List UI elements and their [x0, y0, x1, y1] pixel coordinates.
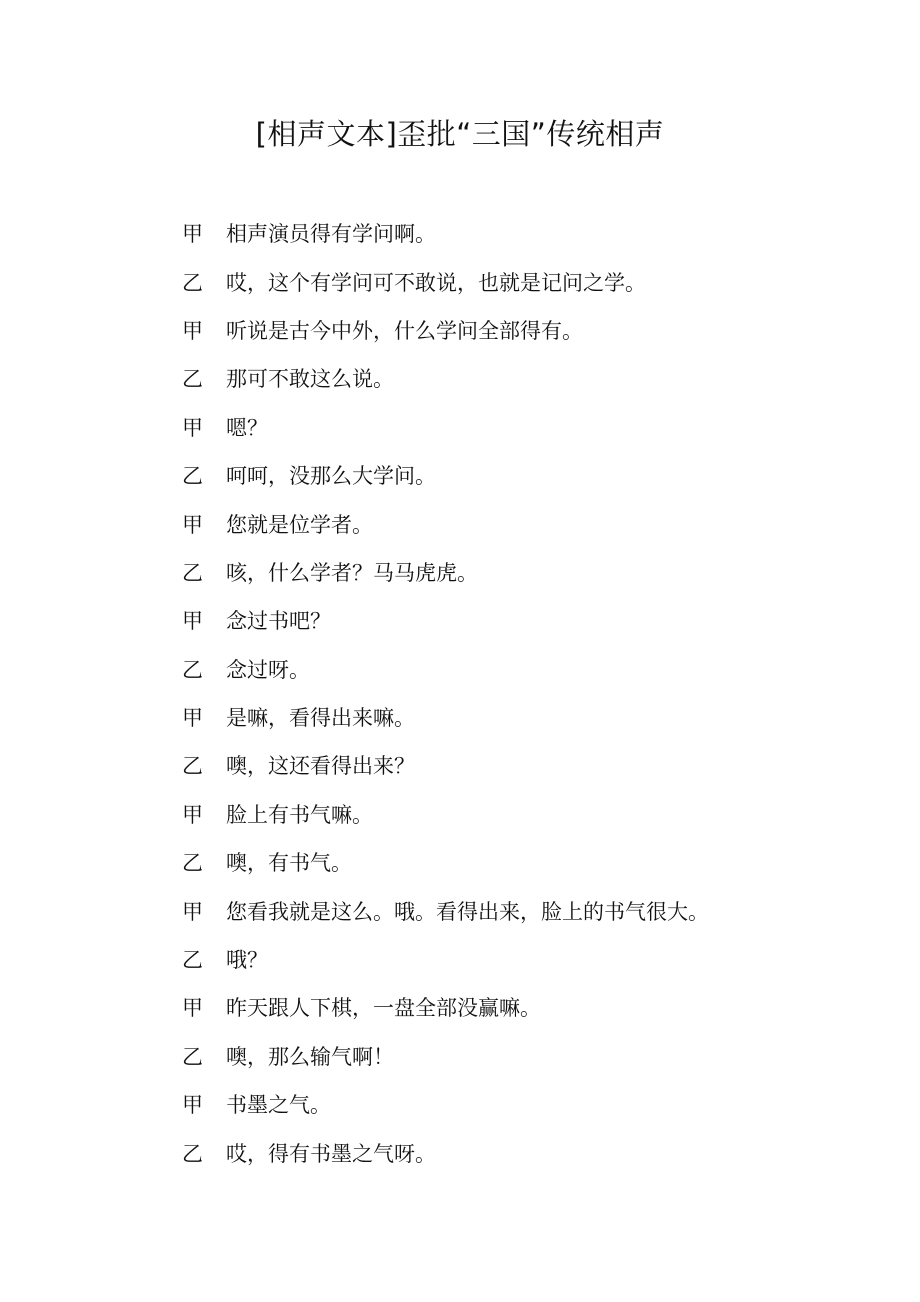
- speaker-label: 甲: [182, 512, 203, 537]
- dialogue-line: [182, 307, 862, 355]
- line-text: 那可不敢这么说。: [226, 367, 394, 392]
- dialogue-line: [182, 984, 862, 1032]
- speaker-label: 甲: [182, 802, 203, 827]
- speaker-label: 乙: [182, 754, 203, 779]
- line-text: 嗯？: [226, 415, 268, 440]
- line-text: 是嘛，看得出来嘛。: [226, 706, 415, 731]
- dialogue-line: [182, 1129, 862, 1177]
- speaker-label: 乙: [182, 560, 203, 585]
- dialogue-line: [182, 1081, 862, 1129]
- line-text: 哎，这个有学问可不敢说，也就是记问之学。: [226, 270, 646, 295]
- speaker-label: 甲: [182, 222, 203, 247]
- dialogue-line: [182, 549, 862, 597]
- speaker-label: 乙: [182, 270, 203, 295]
- speaker-label: 甲: [182, 609, 203, 634]
- dialogue-line: [182, 597, 862, 645]
- speaker-label: 乙: [182, 1141, 203, 1166]
- speaker-label: 甲: [182, 706, 203, 731]
- line-text: 哦？: [226, 948, 268, 973]
- dialogue-line: [182, 258, 862, 306]
- speaker-label: 甲: [182, 318, 203, 343]
- dialogue-line: [182, 839, 862, 887]
- line-text: 噢，有书气。: [226, 851, 352, 876]
- dialogue-line: [182, 936, 862, 984]
- line-text: 相声演员得有学问啊。: [226, 222, 436, 247]
- dialogue-line: [182, 791, 862, 839]
- line-text: 噢，那么输气啊！: [226, 1044, 394, 1069]
- speaker-label: 甲: [182, 996, 203, 1021]
- speaker-label: 乙: [182, 464, 203, 489]
- line-text: 脸上有书气嘛。: [226, 802, 373, 827]
- speaker-label: 甲: [182, 899, 203, 924]
- speaker-label: 乙: [182, 367, 203, 392]
- line-text: 咳，什么学者？马马虎虎。: [226, 560, 478, 585]
- line-text: 噢，这还看得出来？: [226, 754, 415, 779]
- line-text: 您就是位学者。: [226, 512, 373, 537]
- line-text: 念过呀。: [226, 657, 310, 682]
- speaker-label: 甲: [182, 1093, 203, 1118]
- dialogue-line: [182, 887, 862, 935]
- line-text: 书墨之气。: [226, 1093, 331, 1118]
- dialogue-line: [182, 1033, 862, 1081]
- dialogue-line: [182, 210, 862, 258]
- line-text: 哎，得有书墨之气呀。: [226, 1141, 436, 1166]
- speaker-label: 乙: [182, 851, 203, 876]
- speaker-label: 甲: [182, 415, 203, 440]
- dialogue-line: [182, 500, 862, 548]
- dialogue-line: [182, 646, 862, 694]
- speaker-label: 乙: [182, 657, 203, 682]
- dialogue-line: [182, 355, 862, 403]
- line-text: 呵呵，没那么大学问。: [226, 464, 436, 489]
- speaker-label: 乙: [182, 1044, 203, 1069]
- document-title: [相声文本]歪批“三国”传统相声: [255, 117, 665, 151]
- dialogue-line: [182, 452, 862, 500]
- speaker-label: 乙: [182, 948, 203, 973]
- line-text: 听说是古今中外，什么学问全部得有。: [226, 318, 583, 343]
- dialogue-line: [182, 404, 862, 452]
- dialogue-list: [182, 210, 862, 1178]
- line-text: 您看我就是这么。哦。看得出来，脸上的书气很大。: [226, 899, 709, 924]
- dialogue-line: [182, 742, 862, 790]
- line-text: 昨天跟人下棋，一盘全部没赢嘛。: [226, 996, 541, 1021]
- dialogue-line: [182, 694, 862, 742]
- line-text: 念过书吧？: [226, 609, 331, 634]
